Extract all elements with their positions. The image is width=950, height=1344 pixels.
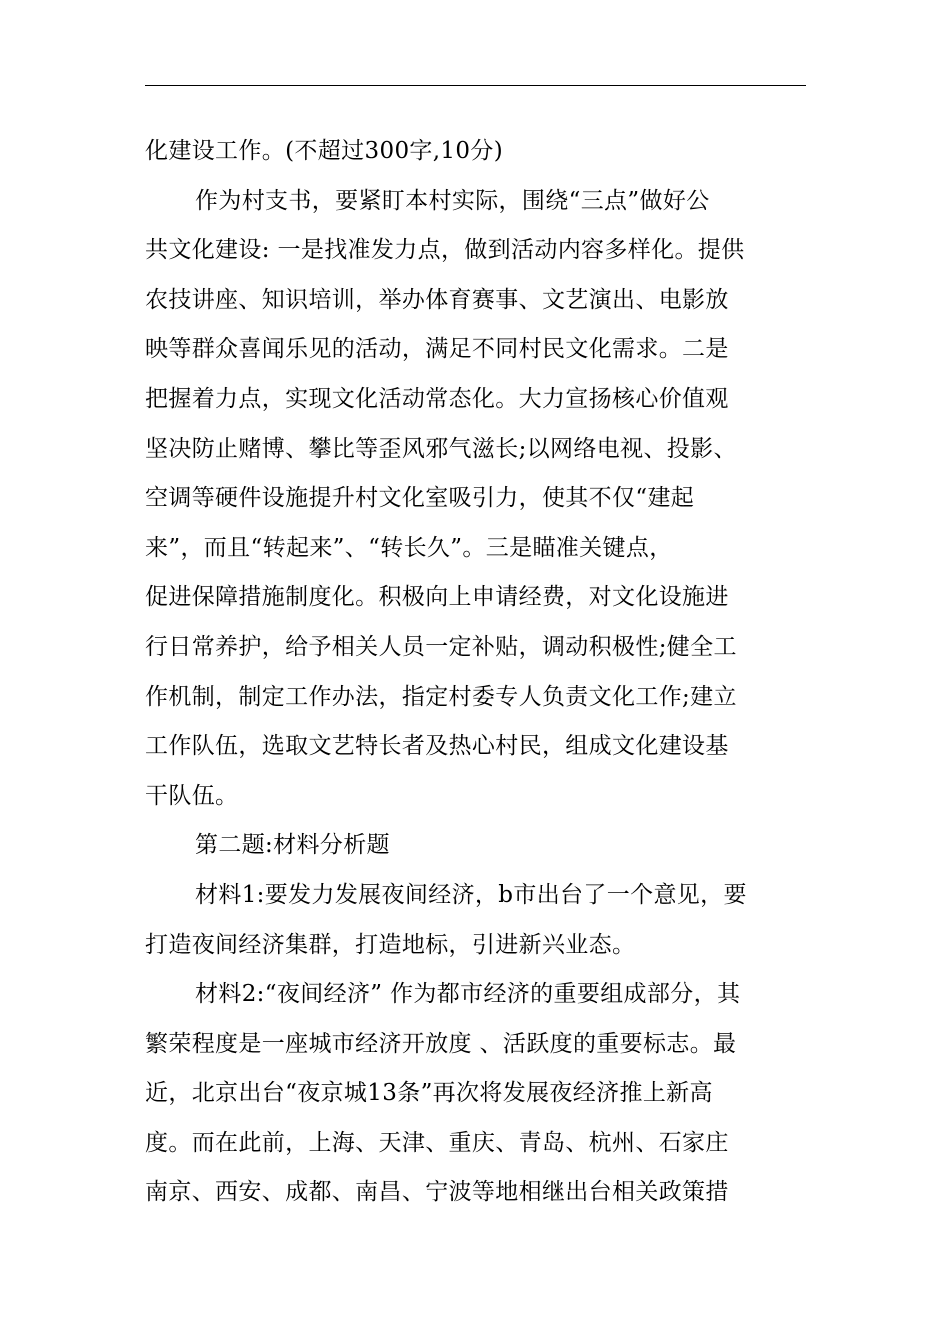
text-line: 工作队伍，选取文艺特长者及热心村民，组成文化建设基 <box>145 733 729 760</box>
text-line: 作机制，制定工作办法，指定村委专人负责文化工作;建立 <box>145 683 737 710</box>
text-line: 干队伍。 <box>145 782 239 809</box>
text-line: 来”，而且“转起来”、“转长久”。三是瞄准关键点， <box>145 534 673 561</box>
text-line: 行日常养护，给予相关人员一定补贴，调动积极性;健全工 <box>145 633 737 660</box>
text-line: 映等群众喜闻乐见的活动，满足不同村民文化需求。二是 <box>145 336 729 363</box>
text-line: 促进保障措施制度化。积极向上申请经费，对文化设施进 <box>145 584 729 611</box>
paragraph-start-line: 材料1:要发力发展夜间经济，b市出台了一个意见，要 <box>195 881 747 908</box>
text-line: 打造夜间经济集群，打造地标，引进新兴业态。 <box>145 931 636 958</box>
text-line: 共文化建设: 一是找准发力点，做到活动内容多样化。提供 <box>145 237 745 264</box>
text-line: 化建设工作。(不超过300字,10分) <box>145 138 504 164</box>
text-line: 近，北京出台“夜京城13条”再次将发展夜经济推上新高 <box>145 1080 713 1107</box>
paragraph-start-line: 作为村支书，要紧盯本村实际，围绕“三点”做好公 <box>195 187 710 214</box>
header-rule <box>145 85 806 86</box>
text-line: 农技讲座、知识培训，举办体育赛事、文艺演出、电影放 <box>145 286 729 313</box>
text-line: 把握着力点，实现文化活动常态化。大力宣扬核心价值观 <box>145 385 729 412</box>
paragraph-start-line: 材料2:“夜间经济” 作为都市经济的重要组成部分，其 <box>195 981 741 1008</box>
text-line: 繁荣程度是一座城市经济开放度 、活跃度的重要标志。最 <box>145 1030 737 1057</box>
text-line: 坚决防止赌博、攀比等歪风邪气滋长;以网络电视、投影、 <box>145 435 737 462</box>
text-line: 度。而在此前，上海、天津、重庆、青岛、杭州、石家庄 <box>145 1129 729 1156</box>
document-body <box>145 127 806 1218</box>
section-heading: 第二题:材料分析题 <box>195 832 390 859</box>
text-line: 空调等硬件设施提升村文化室吸引力，使其不仅“建起 <box>145 485 695 512</box>
text-line: 南京、西安、成都、南昌、宁波等地相继出台相关政策措 <box>145 1179 729 1206</box>
